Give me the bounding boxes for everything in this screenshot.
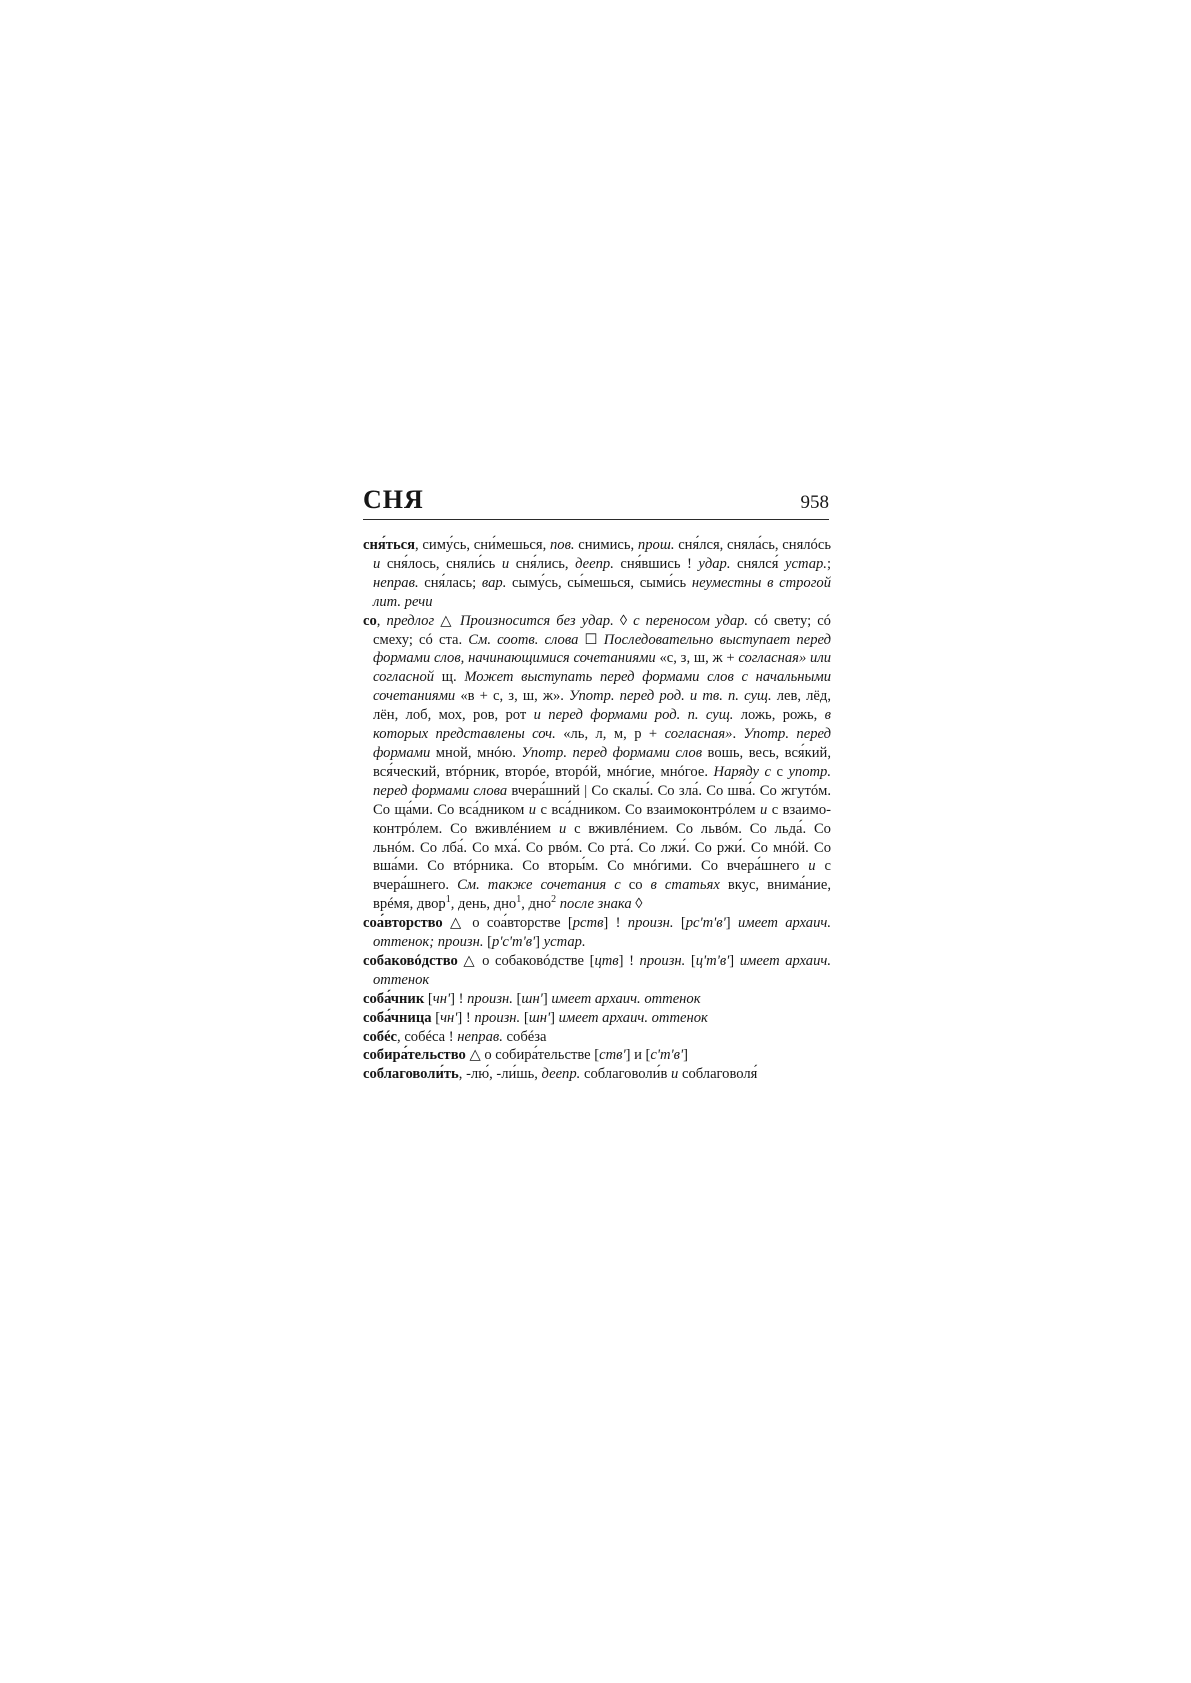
entry-italic-note: ств' xyxy=(599,1047,626,1064)
entry-text: ] xyxy=(683,1047,689,1064)
entry-text: снимись, xyxy=(574,537,638,553)
entry-italic-note: и xyxy=(373,555,381,572)
entry-headword: соблаговоли́ть xyxy=(363,1066,459,1083)
page-header xyxy=(363,479,829,520)
entry-headword: соа́вторство xyxy=(363,915,443,932)
entry-italic-note: предлог xyxy=(386,612,435,629)
entry-text: лев, лёд, лён, лоб, мох, ров, рот xyxy=(373,688,831,724)
entry-italic-note: шн' xyxy=(521,990,543,1007)
dictionary-entry xyxy=(363,1065,831,1084)
entry-headword: соба́чник xyxy=(363,990,425,1007)
entry-italic-note: Употр. перед род. и тв. п. сущ. xyxy=(569,688,772,705)
entry-text: [ xyxy=(512,990,522,1007)
entry-text: , xyxy=(376,612,387,629)
entry-text: сó свету; сó смеху; сó ста. xyxy=(373,612,831,648)
entry-text: с взаимоконтрóлем. Со вживлéнием xyxy=(373,801,831,837)
entry-italic-note: или согласной xyxy=(373,650,831,686)
homonym-index: 2 xyxy=(551,894,557,906)
entry-text: «ль, л, м, р + xyxy=(555,726,665,743)
entry-text: ] xyxy=(535,934,544,951)
entry-text: снялся́ xyxy=(730,555,786,572)
entry-italic-note: в статьях xyxy=(650,877,720,894)
dictionary-entry xyxy=(363,612,831,915)
entry-italic-note: и xyxy=(501,555,510,572)
entry-text: [ xyxy=(431,1009,441,1026)
entry-text: , дно xyxy=(521,896,552,913)
entry-text: ◊ xyxy=(631,896,643,913)
entry-text: сня́вшись ! xyxy=(613,555,699,572)
entry-text: [ xyxy=(483,934,493,951)
entry-text: с xyxy=(770,763,789,780)
page-number: 958 xyxy=(800,492,829,513)
entry-italic-note: и xyxy=(808,858,816,875)
dictionary-entry xyxy=(363,952,831,990)
entry-italic-note: рств xyxy=(572,915,604,932)
entry-text: вошь, весь, вся́кий, вся́ческий, втóрник, вторóе, вторóй, мнóгие, мнóгое. xyxy=(373,744,831,780)
homonym-index: 1 xyxy=(516,894,522,906)
entry-headword: собéс xyxy=(363,1028,398,1045)
entry-text: соблаговоля́ xyxy=(678,1066,758,1083)
entry-italic-note: чн' xyxy=(440,1009,458,1026)
entry-text: △ xyxy=(434,612,460,629)
dictionary-entry xyxy=(363,1046,831,1065)
entry-headword: соба́чница xyxy=(363,1009,432,1026)
entry-italic-note: неправ. xyxy=(373,574,419,591)
entry-italic-note: имеет архаич. оттенок xyxy=(551,990,701,1007)
entry-italic-note: неуместны в строгой лит. речи xyxy=(373,574,831,610)
entry-headword: собира́тельство xyxy=(363,1047,466,1064)
entry-italic-note: употр. перед формами слова xyxy=(373,763,831,799)
entry-text: сня́лась; xyxy=(418,574,482,591)
entry-text: [ xyxy=(673,915,686,932)
entry-italic-note: деепр. xyxy=(575,555,614,572)
entry-text: щ. xyxy=(434,669,465,686)
entry-text: сня́лось, сняли́сь xyxy=(380,555,502,572)
entry-italic-note: чн' xyxy=(432,990,451,1007)
entry-text: [ xyxy=(520,1009,529,1026)
entry-text: ; xyxy=(826,555,831,572)
entry-text: ] xyxy=(550,1009,559,1026)
entry-italic-note: устар. xyxy=(543,934,586,951)
entry-text: [ xyxy=(685,952,696,969)
dictionary-entry xyxy=(363,536,831,612)
dictionary-entry xyxy=(363,990,831,1009)
entry-text: ] ! xyxy=(450,990,468,1007)
entry-italic-note: цтв xyxy=(594,952,619,969)
dictionary-entries xyxy=(363,536,831,1084)
entry-italic-note: пов. xyxy=(549,537,575,553)
entry-italic-note: См. соотв. слова xyxy=(468,631,579,648)
entry-text: , -лю́, -ли́шь, xyxy=(458,1066,542,1083)
entry-text: ] ! xyxy=(457,1009,475,1026)
entry-italic-note: и xyxy=(671,1066,679,1083)
entry-italic-note: устар. xyxy=(785,555,827,572)
entry-italic-note: произн. xyxy=(467,990,513,1007)
entry-text: со xyxy=(620,877,651,894)
entry-text: ] и [ xyxy=(625,1047,651,1064)
entry-text: сыму́сь, сы́мешься, сыми́сь xyxy=(506,574,692,591)
entry-text: ] ! xyxy=(618,952,640,969)
entry-italic-note: имеет архаич. оттенок xyxy=(558,1009,708,1026)
entry-text: с вживлéнием. Со львóм. Со льда́. Со льнóм. Со лба́. Со мха́. Со рвóм. Со рта́. Со лжи́. Со ржи́. Со мнóй. Со вша́ми. Со втóрника. Со вторы́м. Со мнóгими. Со вчера́шнего xyxy=(373,820,831,875)
entry-italic-note: шн' xyxy=(528,1009,551,1026)
entry-text: «с, з, ш, ж + xyxy=(655,650,739,667)
entry-text: , симу́сь, сни́мешься, xyxy=(415,537,550,553)
entry-text: мной, мнóю. xyxy=(430,744,522,761)
entry-text: вчера́шний | Со скалы́. Со зла́. Со шва́. Со жгутóм. Со ща́ми. Со вса́дником xyxy=(373,782,831,818)
entry-text: с вса́дником. Со взаимоконтрóлем xyxy=(536,801,761,818)
entry-text: «в + с, з, ш, ж». xyxy=(455,688,570,705)
entry-text: ложь, рожь, xyxy=(733,707,825,724)
entry-italic-note: ц'т'в' xyxy=(695,952,730,969)
entry-text: ] xyxy=(729,952,740,969)
dictionary-entry xyxy=(363,1028,831,1047)
entry-italic-note: в которых представлены соч. xyxy=(373,707,832,743)
entry-italic-note: и xyxy=(528,801,537,818)
entry-italic-note: р'с'т'в' xyxy=(492,934,536,951)
entry-italic-note: произн. xyxy=(627,915,674,932)
entry-headword: сня́ться xyxy=(363,537,416,553)
dictionary-entry xyxy=(363,914,831,952)
entry-italic-note: с'т'в' xyxy=(650,1047,684,1064)
entry-italic-note: согласная» xyxy=(738,650,807,667)
entry-text: . xyxy=(732,726,744,743)
entry-text: ] xyxy=(542,990,552,1007)
entry-text: [ xyxy=(424,990,433,1007)
entry-italic-note: Наряду с xyxy=(713,763,771,780)
entry-text: ☐ xyxy=(578,631,604,648)
entry-text: сня́лся, сняла́сь, снялóсь xyxy=(674,537,831,553)
entry-italic-note: и xyxy=(558,820,567,837)
dictionary-entry xyxy=(363,1009,831,1028)
entry-italic-note: деепр. xyxy=(541,1066,581,1083)
entry-italic-note: Может выступать перед формами слов с начальными сочетаниями xyxy=(373,669,831,705)
entry-italic-note: с переносом удар. xyxy=(633,612,749,629)
entry-italic-note: вар. xyxy=(481,574,507,591)
entry-italic-note: произн. xyxy=(639,952,686,969)
entry-italic-note: удар. xyxy=(698,555,731,572)
entry-italic-note: прош. xyxy=(637,537,675,553)
homonym-index: 1 xyxy=(445,894,451,906)
entry-italic-note: См. также сочетания с xyxy=(457,877,621,894)
entry-italic-note: Произносится без удар. xyxy=(459,612,614,629)
entry-italic-note: согласная» xyxy=(664,726,733,743)
entry-text: ] ! xyxy=(603,915,628,932)
entry-text: соблаговоли́в xyxy=(580,1066,672,1083)
entry-italic-note: имеет архаич. оттенок; произн. xyxy=(373,915,831,951)
entry-text: ] xyxy=(725,915,738,932)
entry-text: △ о соа́вторстве [ xyxy=(442,915,573,932)
entry-text: с вчера́шнего. xyxy=(373,858,831,894)
entry-italic-note: имеет архаич. оттенок xyxy=(373,952,831,988)
entry-italic-note: неправ. xyxy=(457,1028,503,1045)
entry-italic-note: и перед формами род. п. сущ. xyxy=(533,707,734,724)
entry-text: вкус, внима́ние, врéмя, двор xyxy=(373,877,831,913)
entry-italic-note: Употр. перед формами слов xyxy=(521,744,703,761)
entry-text: сня́лись, xyxy=(509,555,576,572)
entry-italic-note: Последовательно выступает перед формами слов, начинающимися сочетаниями xyxy=(373,631,831,667)
entry-headword: со xyxy=(363,612,377,629)
entry-text: △ о собира́тельстве [ xyxy=(465,1047,600,1064)
entry-text: △ о собаковóдстве [ xyxy=(457,952,595,969)
entry-text: ◊ xyxy=(613,612,634,629)
entry-italic-note: и xyxy=(760,801,768,818)
entry-text: , день, дно xyxy=(450,896,517,913)
entry-italic-note: после знака xyxy=(559,896,632,913)
entry-text: , собéса ! xyxy=(397,1028,458,1045)
entry-text: собéза xyxy=(502,1028,547,1045)
running-head-word: СНЯ xyxy=(363,485,424,514)
entry-italic-note: произн. xyxy=(474,1009,521,1026)
entry-italic-note: Употр. перед формами xyxy=(373,726,831,761)
entry-headword: собаковóдство xyxy=(363,952,458,969)
entry-italic-note: рс'т'в' xyxy=(685,915,726,932)
